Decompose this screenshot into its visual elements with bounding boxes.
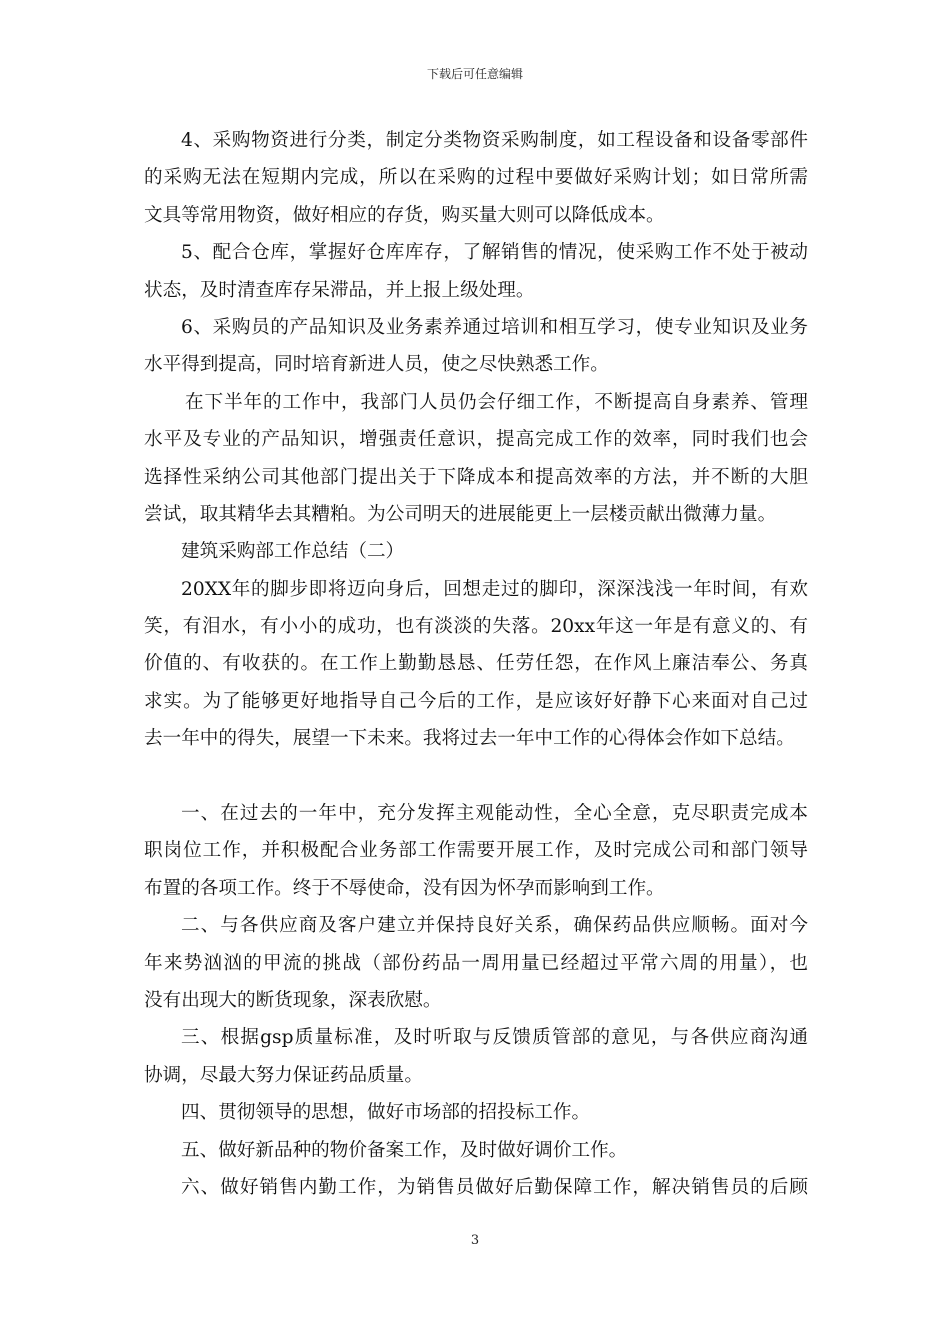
page-header: 下载后可任意编辑 [426,67,523,81]
paragraph-6-line-2: 笑，有泪水，有小小的成功，也有淡淡的失落。20xx年这一年是有意义的、有 [144,616,808,638]
item-2-line-1: 二、与各供应商及客户建立并保持良好关系，确保药品供应顺畅。面对今 [181,915,808,937]
paragraph-4-line-1: 在下半年的工作中，我部门人员仍会仔细工作，不断提高自身素养、管理 [185,391,808,413]
paragraph-2-line-2: 状态，及时清查库存呆滞品，并上报上级处理。 [144,279,535,301]
item-1-line-1: 一、在过去的一年中，充分发挥主观能动性，全心全意，克尽职责完成本 [181,803,808,825]
section-heading: 建筑采购部工作总结（二） [181,541,405,563]
paragraph-6-line-5: 去一年中的得失，展望一下未来。我将过去一年中工作的心得体会作如下总结。 [144,728,795,750]
paragraph-1-line-3: 文具等常用物资，做好相应的存货，购买量大则可以降低成本。 [144,204,665,226]
paragraph-4-line-4: 尝试，取其精华去其糟粕。为公司明天的进展能更上一层楼贡献出微薄力量。 [144,503,777,525]
paragraph-1-line-2: 的采购无法在短期内完成，所以在采购的过程中要做好采购计划；如日常所需 [144,167,808,189]
item-6-line-1: 六、做好销售内勤工作，为销售员做好后勤保障工作，解决销售员的后顾 [181,1176,808,1198]
document-body [144,122,808,1206]
paragraph-2-line-1: 5、配合仓库，掌握好仓库库存，了解销售的情况，使采购工作不处于被动 [181,242,808,264]
item-1-line-3: 布置的各项工作。终于不辱使命，没有因为怀孕而影响到工作。 [144,877,665,899]
paragraph-4-line-2: 水平及专业的产品知识，增强责任意识，提高完成工作的效率，同时我们也会 [144,429,808,451]
item-3-line-2: 协调，尽最大努力保证药品质量。 [144,1064,423,1086]
item-4-line-1: 四、贯彻领导的思想，做好市场部的招投标工作。 [181,1102,591,1124]
paragraph-6-line-3: 价值的、有收获的。在工作上勤勤恳恳、任劳任怨，在作风上廉洁奉公、务真 [144,653,808,675]
item-3-line-1: 三、根据gsp质量标准，及时听取与反馈质管部的意见，与各供应商沟通 [181,1027,808,1049]
blank-line [144,758,808,795]
item-2-line-2: 年来势汹汹的甲流的挑战（部份药品一周用量已经超过平常六周的用量），也 [144,952,808,974]
paragraph-6-line-1: 20XX年的脚步即将迈向身后，回想走过的脚印，深深浅浅一年时间，有欢 [181,578,808,600]
paragraph-6-line-4: 求实。为了能够更好地指导自己今后的工作，是应该好好静下心来面对自己过 [144,690,808,712]
paragraph-4-line-3: 选择性采纳公司其他部门提出关于下降成本和提高效率的方法，并不断的大胆 [144,466,808,488]
paragraph-1-line-1: 4、采购物资进行分类，制定分类物资采购制度，如工程设备和设备零部件 [181,130,808,151]
paragraph-3-line-2: 水平得到提高，同时培育新进人员，使之尽快熟悉工作。 [144,354,609,376]
item-2-line-3: 没有出现大的断货现象，深表欣慰。 [144,989,442,1011]
item-5-line-1: 五、做好新品种的物价备案工作，及时做好调价工作。 [181,1139,628,1161]
paragraph-3-line-1: 6、采购员的产品知识及业务素养通过培训和相互学习，使专业知识及业务 [181,316,808,338]
page-number: 3 [470,1233,480,1248]
item-1-line-2: 职岗位工作，并积极配合业务部工作需要开展工作，及时完成公司和部门领导 [144,840,808,862]
